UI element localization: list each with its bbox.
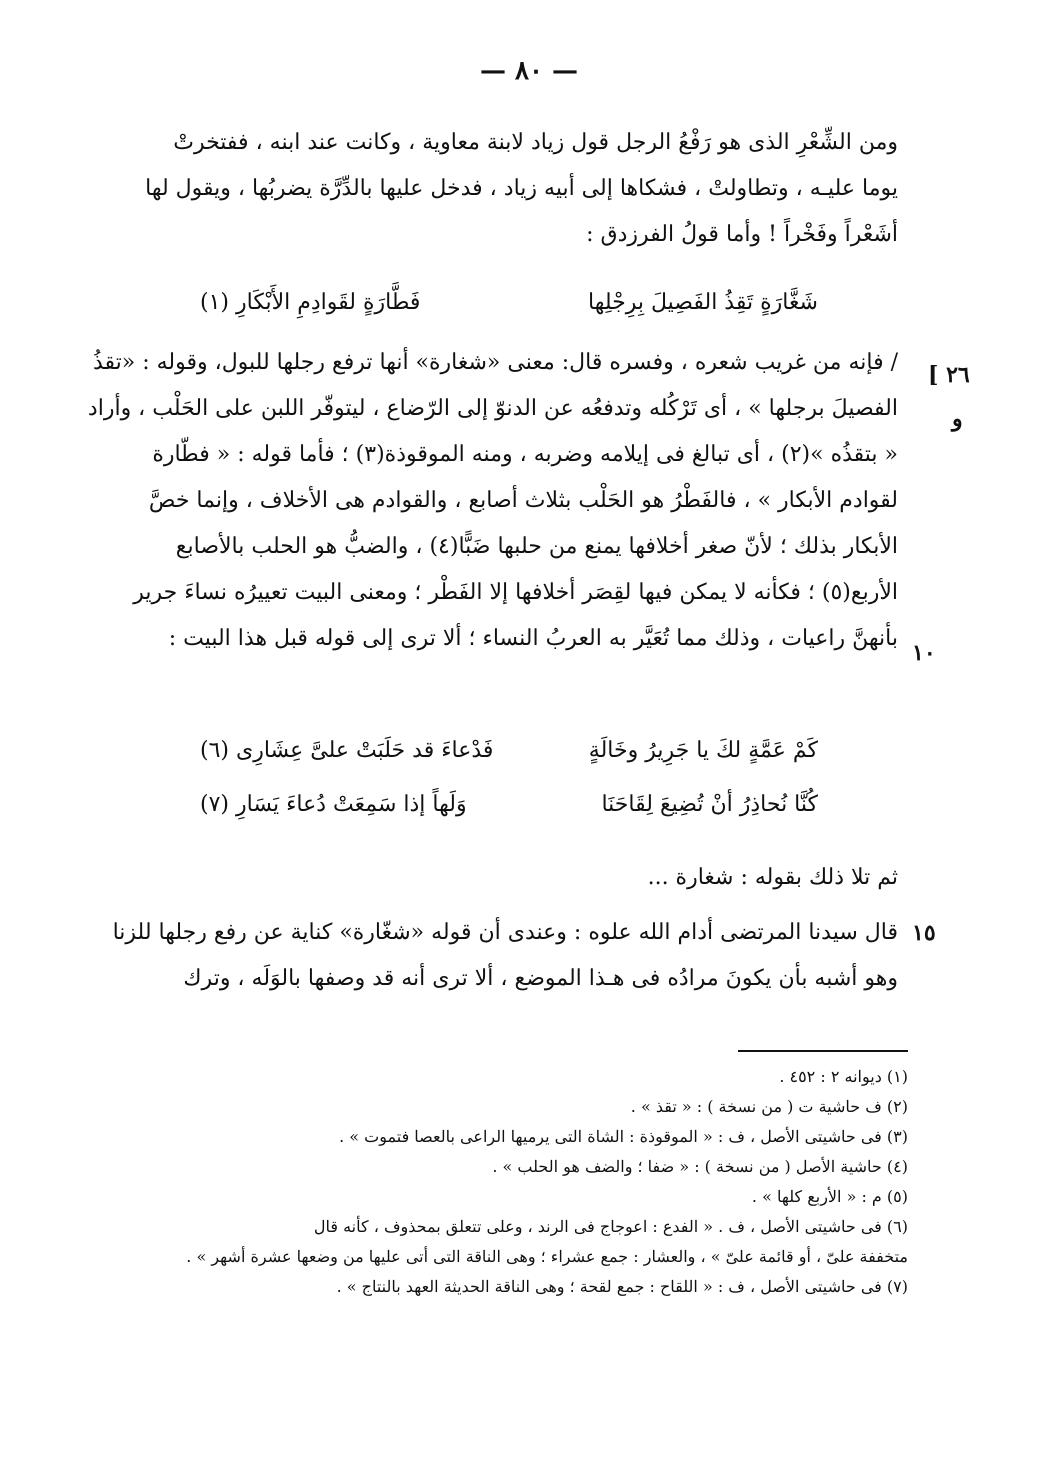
paragraph-transition xyxy=(158,855,898,901)
verse-hemistich-right: كَمْ عَمَّةٍ لكَ يا جَرِيرُ وخَالَةٍ xyxy=(588,738,818,763)
text-line: أشَعْراً وفَخْراً ! وأما قولُ الفرزدق : xyxy=(586,222,898,247)
text-line: وهو أشبه بأن يكونَ مرادُه فى هـذا الموضع ، ألا ترى أنه قد وصفها بالوَلَه ، وترك xyxy=(183,966,898,991)
footnote: (٥) م : « الأربع كلها » . xyxy=(751,1187,908,1206)
verse-hemistich-left: فَدْعاءَ قد حَلَبَتْ علىَّ عِشَارِى (٦) xyxy=(200,738,494,763)
text-line: / فإنه من غريب شعره ، وفسره قال: معنى «شغارة» أنها ترفع رجلها للبول، وقوله : «تقذُ xyxy=(92,350,898,375)
paragraph-intro xyxy=(145,120,898,258)
footnote-divider xyxy=(738,1050,908,1052)
footnote: (٢) ف حاشية ت ( من نسخة ) : « تقذ » . xyxy=(630,1097,908,1116)
text-line: بأنهنَّ راعيات ، وذلك مما تُعَيَّر به العربُ النساء ؛ ألا ترى إلى قوله قبل هذا البيت : xyxy=(168,626,898,651)
text-line: ومن الشِّعْرِ الذى هو رَفْعُ الرجل قول زياد لابنة معاوية ، وكانت عند ابنه ، ففتخرتْ xyxy=(173,130,898,155)
source-page-ref: [ ٢٦ xyxy=(928,362,970,388)
footnote: (٤) حاشية الأصل ( من نسخة ) : « ضفا ؛ والضف هو الحلب » . xyxy=(492,1157,908,1176)
line-number-15: ١٥ xyxy=(912,920,936,946)
footnote: (٣) فى حاشيتى الأصل ، ف : « الموقوذة : الشاة التى يرميها الراعى بالعصا فتموت » . xyxy=(339,1127,908,1146)
footnote: (٧) فى حاشيتى الأصل ، ف : « اللقاح : جمع لقحة ؛ وهى الناقة الحديثة العهد بالنتاج » . xyxy=(336,1277,908,1296)
text-line: يوما عليـه ، وتطاولتْ ، فشكاها إلى أبيه زياد ، فدخل عليها بالدِّرَّة يضربُها ، ويقول لها xyxy=(145,176,898,201)
text-line: الفصيلَ برجلها » ، أى تَرْكُله وتدفعُه عن الدنوّ إلى الرّضاع ، ليتوفّر اللبن على الحَلْب ، وأراد xyxy=(87,396,898,421)
text-line: « بتقذُه »(٢) ، أى تبالغ فى إيلامه وضربه ، ومنه الموقوذة(٣) ؛ فأما قوله : « فطّارة xyxy=(152,442,898,467)
footnote: (١) ديوانه ٢ : ٤٥٢ . xyxy=(779,1067,908,1086)
line-number-10: ١٠ xyxy=(912,640,936,666)
text-line: ثم تلا ذلك بقوله : شغارة ... xyxy=(647,865,898,890)
verse-hemistich-left: وَلَهاً إذا سَمِعَتْ دُعاءَ يَسَارِ (٧) xyxy=(200,792,467,817)
footnotes xyxy=(108,1062,908,1302)
footnote: (٦) فى حاشيتى الأصل ، ف . « الفدع : اعوجاج فى الرند ، وعلى تتعلق بمحذوف ، كأنه قال xyxy=(313,1217,908,1236)
verse-hemistich-left: فَطَّارَةٍ لقَوادِمِ الأَبْكَارِ (١) xyxy=(200,290,421,315)
paragraph-commentary xyxy=(87,340,898,662)
text-line: الأبكار بذلك ؛ لأنّ صغر أخلافها يمنع من حلبها ضَبًّا(٤) ، والضبُّ هو الحلب بالأصابع xyxy=(175,534,898,559)
text-line: لقوادم الأبكار » ، فالفَطْرُ هو الحَلْب بثلاث أصابع ، والقوادم هى الأخلاف ، وإنما خصَّ xyxy=(148,488,898,513)
footnote: متخففة علىّ ، أو قائمة علىّ » ، والعشار : جمع عشراء ؛ وهى الناقة التى أتى عليها من وضعها عشرة أشهر » . xyxy=(186,1247,908,1266)
paragraph-author-note xyxy=(112,910,898,1002)
verse-hemistich-right: شَغَّارَةٍ تَقِذُ الفَصِيلَ بِرِجْلِها xyxy=(588,290,818,315)
source-folio-letter: و xyxy=(952,406,963,432)
verse-hemistich-right: كُنَّا نُحاذِرُ أنْ تُضِيعَ لِقَاحَنَا xyxy=(601,792,818,817)
text-line: الأربع(٥) ؛ فكأنه لا يمكن فيها لقِصَر أخلافها إلا الفَطْر ؛ ومعنى البيت تعييرُه نساءَ جرير xyxy=(133,580,898,605)
text-line: قال سيدنا المرتضى أدام الله علوه : وعندى أن قوله «شغّارة» كناية عن رفع رجلها للزنا xyxy=(112,920,898,945)
page-number: — ٨٠ — xyxy=(479,56,579,86)
